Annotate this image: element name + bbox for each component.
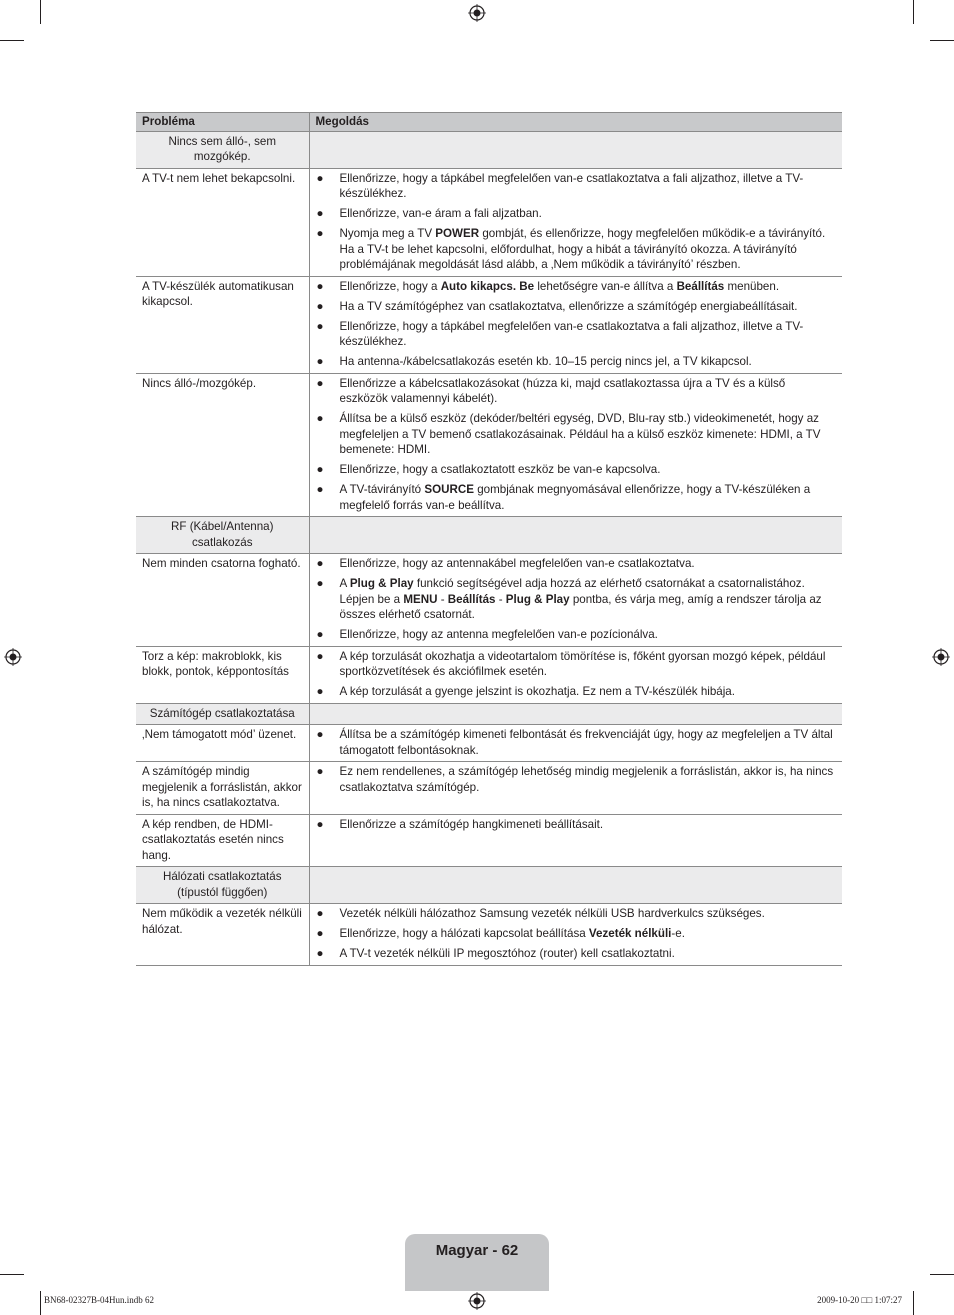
registration-mark-icon (468, 1292, 486, 1310)
solution-list (316, 376, 837, 514)
solution-item (316, 817, 837, 833)
solution-text: menüben. (724, 279, 780, 293)
solution-text: -e. (671, 927, 685, 940)
solution-item (316, 319, 837, 350)
column-header-problem: Probléma (136, 113, 309, 132)
solution-text: Ez nem rendellenes, a számítógép lehetőség mindig megjelenik a forráslistán, akkor is, ha nincs csatlakoztatva számítógép. (339, 765, 834, 794)
solution-text: Ellenőrizze, van-e áram a fali aljzatban. (339, 207, 542, 220)
solution-cell (309, 904, 842, 966)
solution-text: Ha antenna-/kábelcsatlakozás esetén kb. 10–15 percig nincs jel, a TV kikapcsol. (339, 355, 752, 368)
imprint-file-name: BN68-02327B-04Hun.indb 62 (44, 1295, 154, 1305)
solution-item (316, 171, 837, 202)
solution-text: Ellenőrizze a számítógép hangkimeneti beállításait. (339, 817, 604, 831)
solution-text: A kép torzulását okozhatja a videotartalom tömörítése is, főként gyorsan mozgó képek, például sportközvetítések és akciófilmek esetén. (339, 649, 826, 678)
crop-mark (913, 0, 914, 24)
solution-list (316, 171, 837, 273)
bullet-icon: ● (316, 376, 324, 390)
solution-item (316, 299, 837, 315)
bullet-icon: ● (316, 927, 324, 940)
solution-text: A kép torzulását a gyenge jelszint is okozhatja. Ez nem a TV-készülék hibája. (339, 685, 735, 698)
solution-text: gombjának megnyomásával ellenőrizze, hogy a TV-készüléken a megfelelő forrás van-e beállítva. (339, 483, 811, 512)
solution-text: Ellenőrizze, hogy a csatlakoztatott eszköz be van-e kapcsolva. (339, 463, 661, 476)
solution-item (316, 411, 837, 458)
table-row (136, 168, 842, 276)
problem-cell: A TV-t nem lehet bekapcsolni. (136, 168, 309, 276)
solution-bold-text: Vezeték nélküli (588, 927, 672, 940)
bullet-icon: ● (316, 628, 324, 641)
solution-item (316, 649, 837, 680)
solution-text: Ellenőrizze, hogy a tápkábel megfelelően van-e csatlakoztatva a fali aljzathoz, illetve a TV-készülékhez. (339, 171, 804, 200)
solution-text: - (495, 592, 506, 606)
troubleshooting-table (136, 112, 842, 966)
table-row (136, 762, 842, 815)
solution-text: Ellenőrizze, hogy a tápkábel megfelelően van-e csatlakoztatva a fali aljzathoz, illetve a TV-készülékhez. (339, 319, 804, 348)
registration-mark-icon (932, 648, 950, 666)
section-row (136, 867, 842, 904)
solution-item (316, 727, 837, 758)
solution-cell (309, 762, 842, 815)
table-row (136, 276, 842, 373)
solution-item (316, 482, 837, 513)
crop-mark (40, 0, 41, 24)
bullet-icon: ● (316, 765, 324, 778)
bullet-icon: ● (316, 299, 324, 313)
page-number: Magyar - 62 (435, 1242, 519, 1259)
bullet-icon: ● (316, 947, 324, 960)
section-title: Nincs sem álló-, sem mozgókép. (136, 131, 309, 168)
solution-bold-text: SOURCE (424, 483, 474, 496)
solution-item (316, 279, 837, 295)
problem-cell: Torz a kép: makroblokk, kis blokk, pontok, képpontosítás (136, 646, 309, 703)
section-title: Számítógép csatlakoztatása (136, 703, 309, 725)
solution-item (316, 906, 837, 922)
problem-cell: Nem minden csatorna fogható. (136, 554, 309, 647)
solution-text: Ellenőrizze a kábelcsatlakozásokat (húzza ki, majd csatlakoztassa újra a TV és a külső eszközök valamennyi kábelét). (339, 376, 786, 405)
solution-bold-text: POWER (435, 227, 480, 240)
solution-bold-text: MENU (403, 592, 438, 606)
solution-text: Ha a TV számítógéphez van csatlakoztatva, ellenőrizze a számítógép energiabeállításait. (339, 299, 798, 313)
solution-cell (309, 373, 842, 517)
solution-item (316, 354, 837, 370)
solution-item (316, 926, 837, 942)
bullet-icon: ● (316, 577, 324, 590)
section-title: Hálózati csatlakoztatás (típustól függően) (136, 867, 309, 904)
bullet-icon: ● (316, 728, 324, 741)
solution-bold-text: Auto kikapcs. Be (440, 279, 535, 293)
solution-text: A TV-t vezeték nélküli IP megosztóhoz (router) kell csatlakoztatni. (339, 947, 675, 960)
solution-text: Ellenőrizze, hogy a (339, 279, 441, 293)
solution-bold-text: Plug & Play (349, 577, 414, 590)
problem-cell: Nincs álló-/mozgókép. (136, 373, 309, 517)
table-row (136, 904, 842, 966)
solution-list (316, 556, 837, 643)
bullet-icon: ● (316, 817, 324, 831)
crop-mark (930, 1274, 954, 1275)
section-row (136, 703, 842, 725)
solution-list (316, 764, 837, 795)
section-row (136, 517, 842, 554)
solution-text: Nyomja meg a TV (339, 227, 436, 240)
solution-cell (309, 276, 842, 373)
registration-mark-icon (4, 648, 22, 666)
page-number-tab (405, 1234, 549, 1291)
problem-cell: Nem működik a vezeték nélküli hálózat. (136, 904, 309, 966)
solution-text: Ellenőrizze, hogy az antennakábel megfelelően van-e csatlakoztatva. (339, 557, 695, 570)
section-title: RF (Kábel/Antenna) csatlakozás (136, 517, 309, 554)
bullet-icon: ● (316, 207, 324, 220)
section-row (136, 131, 842, 168)
solution-text: Vezeték nélküli hálózathoz Samsung vezeték nélküli USB hardverkulcs szükséges. (339, 907, 765, 920)
solution-cell (309, 554, 842, 647)
solution-text: lehetőségre van-e állítva a (534, 279, 677, 293)
solution-item (316, 684, 837, 700)
bullet-icon: ● (316, 171, 324, 185)
solution-text: gombját, és ellenőrizze, hogy megfelelően működik-e a távirányító. Ha a TV-t be lehet kapcsolni, előfordulhat, hogy a hibát a távirányító okozza. A távirányító problémájának megoldását lásd alább, a ‚Nem működik a távirányító’ részben. (339, 227, 826, 271)
solution-text: - (437, 592, 448, 606)
bullet-icon: ● (316, 279, 324, 293)
bullet-icon: ● (316, 463, 324, 476)
solution-item (316, 226, 837, 273)
solution-text: Állítsa be a külső eszköz (dekóder/beltéri egység, DVD, Blu-ray stb.) videokimenetét, hogy az megfeleljen a TV bemenő csatlakozásainak. Például ha a külső eszköz kimenete: HDMI, a TV bemenete: HDMI. (339, 412, 821, 456)
solution-text: Ellenőrizze, hogy a hálózati kapcsolat beállítása (339, 927, 589, 940)
bullet-icon: ● (316, 483, 324, 496)
solution-list (316, 649, 837, 700)
crop-mark (913, 1291, 914, 1315)
table-row (136, 373, 842, 517)
crop-mark (0, 40, 24, 41)
problem-cell: A TV-készülék automatikusan kikapcsol. (136, 276, 309, 373)
solution-list (316, 279, 837, 370)
problem-cell: A számítógép mindig megjelenik a forráslistán, akkor is, ha nincs csatlakoztatva. (136, 762, 309, 815)
bullet-icon: ● (316, 557, 324, 570)
solution-item (316, 376, 837, 407)
solution-item (316, 206, 837, 222)
solution-cell (309, 867, 842, 904)
problem-cell: A kép rendben, de HDMI-csatlakoztatás esetén nincs hang. (136, 814, 309, 867)
solution-item (316, 556, 837, 572)
table-row (136, 646, 842, 703)
solution-list (316, 906, 837, 962)
solution-bold-text: Beállítás (676, 279, 725, 293)
solution-bold-text: Plug & Play (505, 592, 570, 606)
solution-text: Állítsa be a számítógép kimeneti felbontását és frekvenciáját úgy, hogy az megfeleljen a TV által támogatott felbontásoknak. (339, 728, 833, 757)
solution-item (316, 462, 837, 478)
crop-mark (0, 1274, 24, 1275)
bullet-icon: ● (316, 227, 324, 240)
bullet-icon: ● (316, 907, 324, 920)
solution-text: A TV-távirányító (339, 483, 425, 496)
solution-text: A (339, 577, 350, 590)
solution-cell (309, 646, 842, 703)
column-header-solution: Megoldás (309, 113, 842, 132)
table-row (136, 814, 842, 867)
solution-cell (309, 725, 842, 762)
crop-mark (40, 1291, 41, 1315)
crop-mark (930, 40, 954, 41)
imprint-timestamp: 2009-10-20 □□ 1:07:27 (817, 1295, 902, 1305)
solution-item (316, 946, 837, 962)
solution-cell (309, 517, 842, 554)
solution-bold-text: Beállítás (447, 592, 496, 606)
bullet-icon: ● (316, 355, 324, 368)
solution-cell (309, 131, 842, 168)
bullet-icon: ● (316, 319, 324, 333)
bullet-icon: ● (316, 685, 324, 698)
table-row (136, 554, 842, 647)
registration-mark-icon (468, 4, 486, 22)
solution-text: Ellenőrizze, hogy az antenna megfelelően van-e pozícionálva. (339, 628, 658, 641)
table-row (136, 725, 842, 762)
solution-cell (309, 703, 842, 725)
solution-list (316, 727, 837, 758)
solution-cell (309, 814, 842, 867)
table-header-row (136, 113, 842, 132)
problem-cell: ‚Nem támogatott mód’ üzenet. (136, 725, 309, 762)
solution-text: pontba, és várja meg, amíg a rendszer tárolja az összes elérhető csatornát. (339, 592, 822, 621)
solution-list (316, 817, 837, 833)
solution-text: funkció segítségével adja hozzá az elérhető csatornákat a csatornalistához. Lépjen be a (339, 577, 805, 606)
solution-item (316, 764, 837, 795)
solution-item (316, 627, 837, 643)
bullet-icon: ● (316, 412, 324, 425)
table-body (136, 131, 842, 965)
bullet-icon: ● (316, 649, 324, 663)
solution-cell (309, 168, 842, 276)
solution-item (316, 576, 837, 623)
